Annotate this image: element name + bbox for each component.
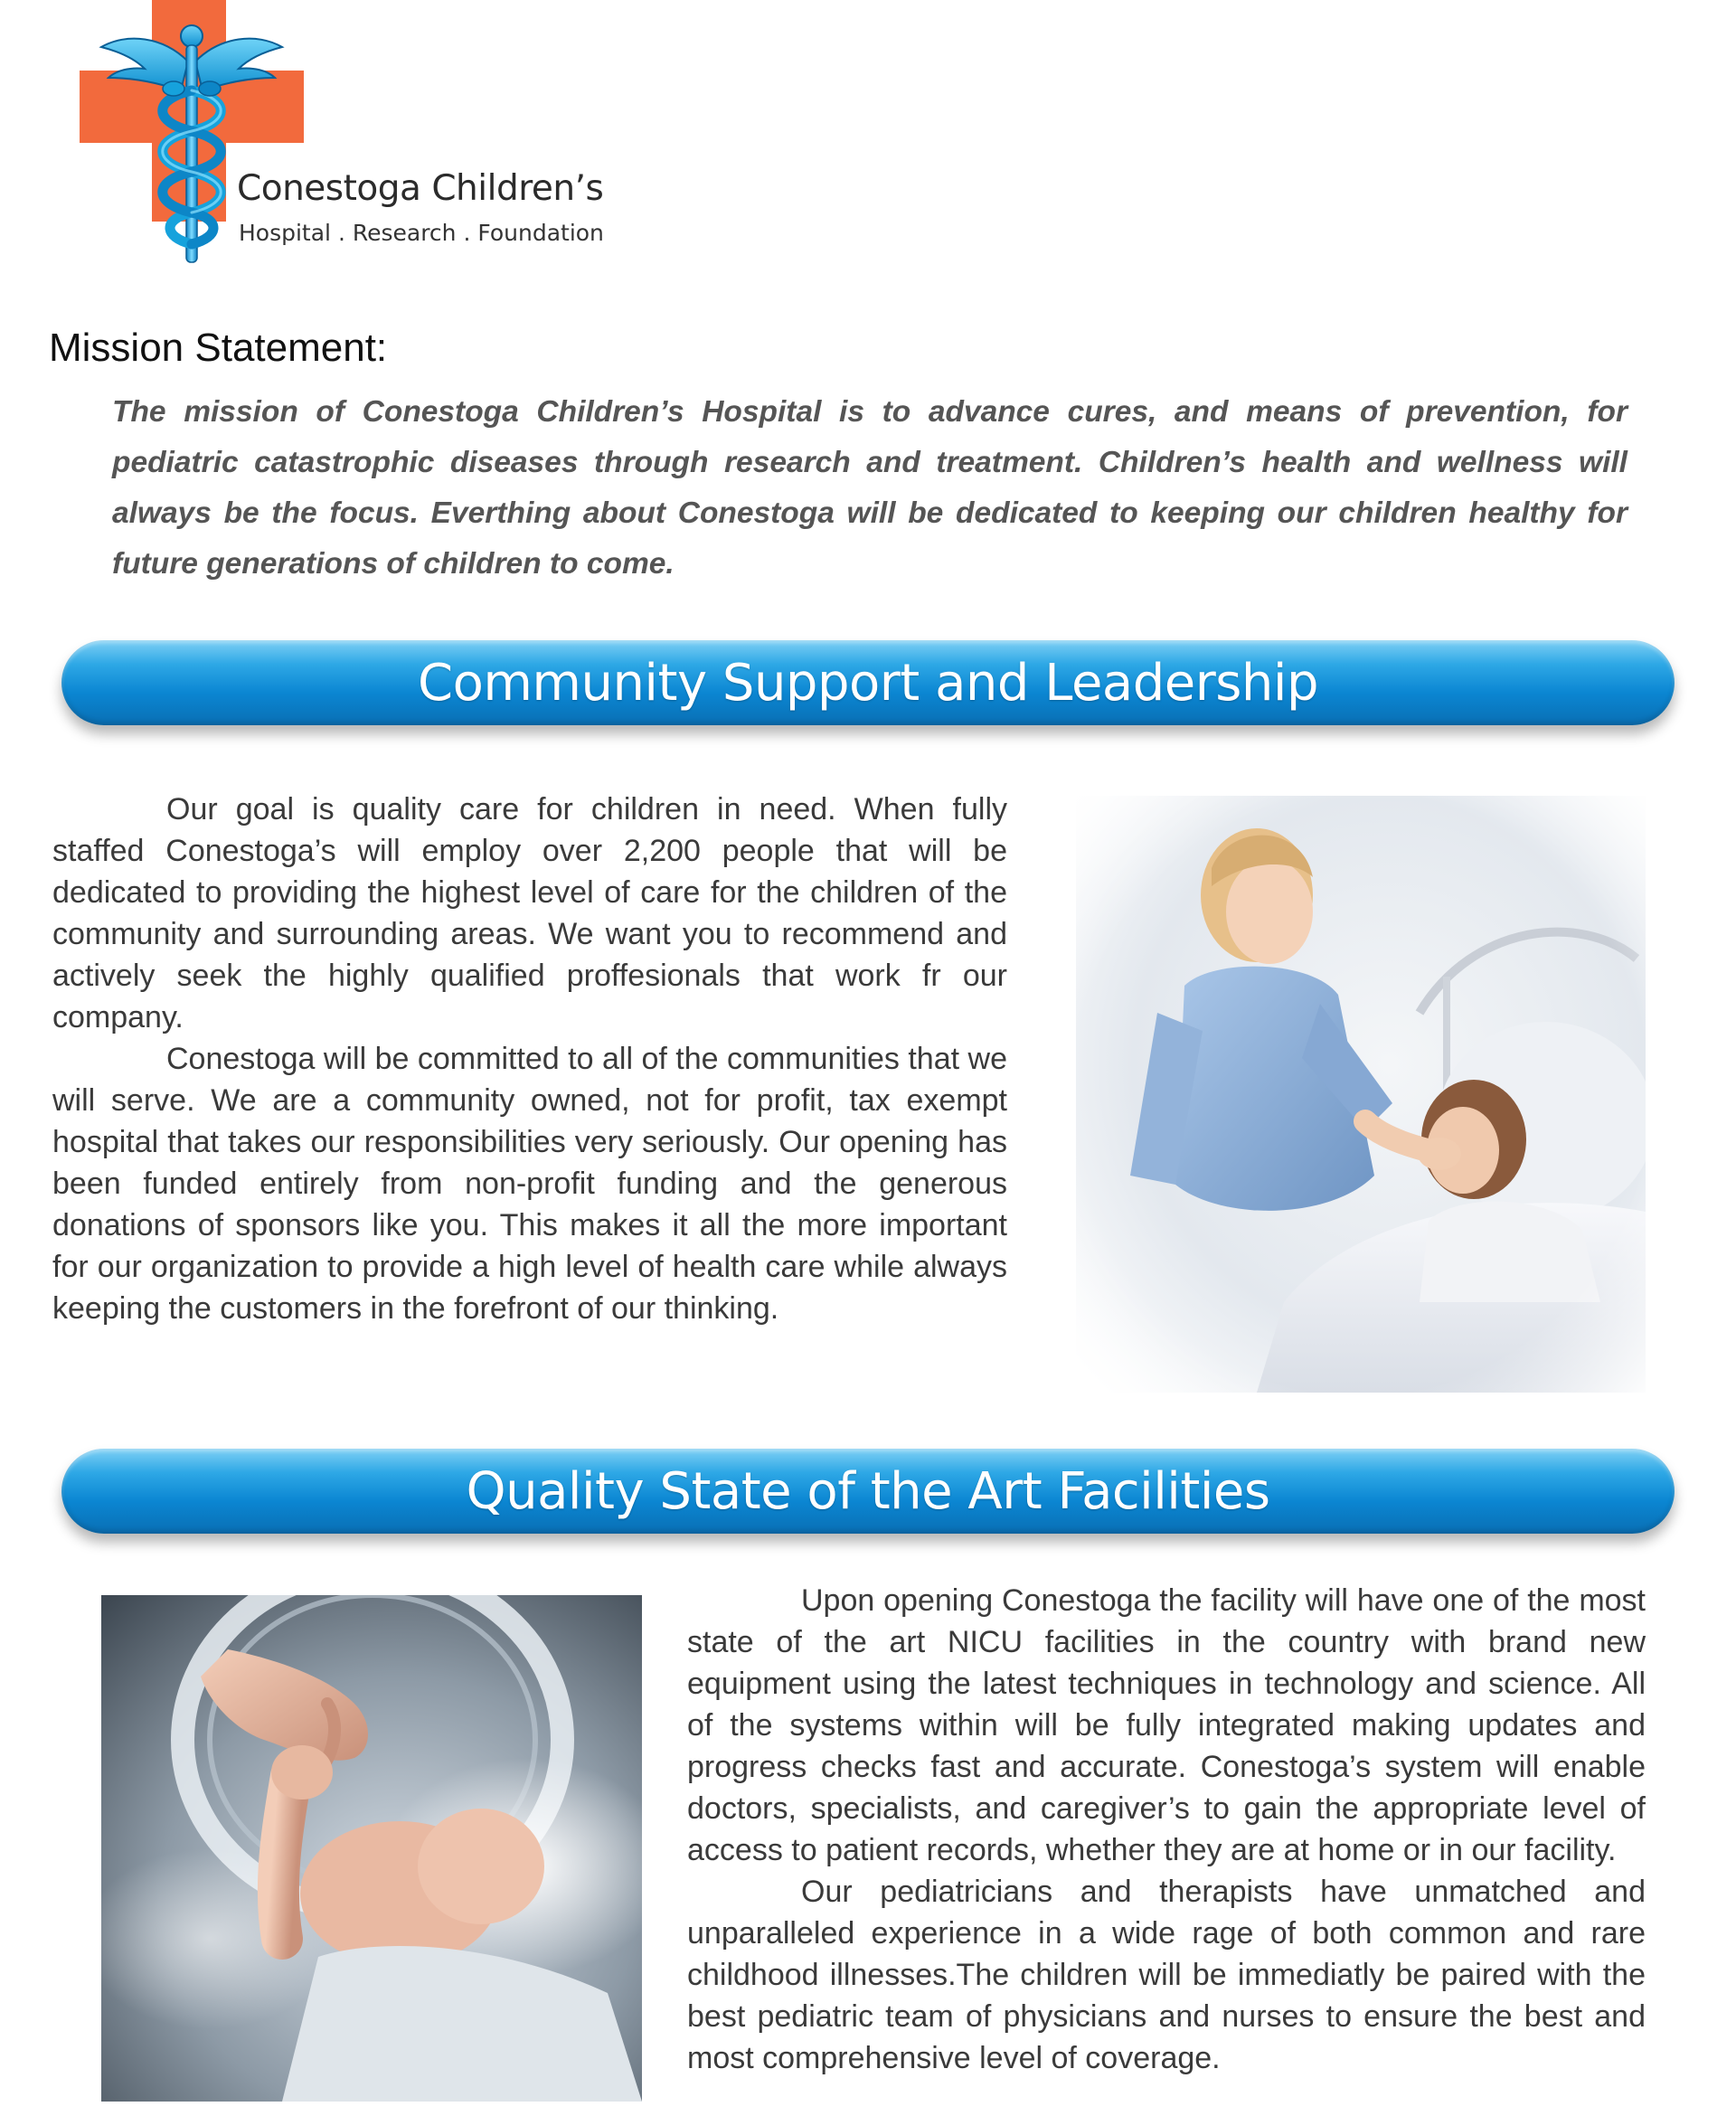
facilities-section-banner: [61, 1449, 1675, 1534]
nurse-with-child-photo: [1076, 796, 1646, 1393]
logo-name: Conestoga Children’s: [237, 168, 604, 209]
community-section-title: Community Support and Leadership: [417, 653, 1319, 713]
community-section-banner: [61, 640, 1675, 725]
community-section-body: [52, 789, 1007, 1329]
logo-tagline: Hospital . Research . Foundation: [239, 220, 604, 246]
hospital-logo: [72, 0, 651, 271]
mission-statement: The mission of Conestoga Children’s Hospital is to advance cures, and means of prevention, for pediatric catastrophic diseases through research and treatment. Children’s health and wellness will always be the focus. Everthing about Conestoga will be dedicated to keeping our children healthy for future generations of children to come.: [112, 395, 1628, 581]
mission-heading: Mission Statement:: [49, 326, 388, 370]
facilities-section-body: [687, 1580, 1646, 2079]
facilities-section-title: Quality State of the Art Facilities: [466, 1461, 1270, 1521]
community-paragraph: Conestoga will be committed to all of the communities that we will serve. We are a community owned, not for profit, tax exempt hospital that takes our responsibilities very seriously. Our opening has been funded entirely from non-profit funding and the generous donations of sponsors like you. This makes it all the more important for our organization to provide a high level of health care while always keeping the customers in the forefront of our thinking.: [52, 1042, 1007, 1326]
facilities-paragraph: Our pediatricians and therapists have unmatched and unparalleled experience in a wide rage of both common and rare childhood illnesses.The children will be immediatly be paired with the best pediatric team of physicians and nurses to ensure the best and most comprehensive level of coverage.: [687, 1875, 1646, 2075]
community-paragraph: Our goal is quality care for children in need. When fully staffed Conestoga’s will employ over 2,200 people that will be dedicated to providing the highest level of care for the children of the community and surrounding areas. We want you to recommend and actively seek the highly qualified proffesionals that work fr our company.: [52, 792, 1007, 1034]
nicu-incubator-photo: [101, 1595, 642, 2102]
facilities-paragraph: Upon opening Conestoga the facility will have one of the most state of the art NICU facilities in the country with brand new equipment using the latest techniques in technology and science. All of the systems within will be fully integrated making updates and progress checks fast and accurate. Conestoga’s system will enable doctors, specialists, and caregiver’s to gain the appropriate level of access to patient records, whether they are at home or in our facility.: [687, 1583, 1646, 1867]
